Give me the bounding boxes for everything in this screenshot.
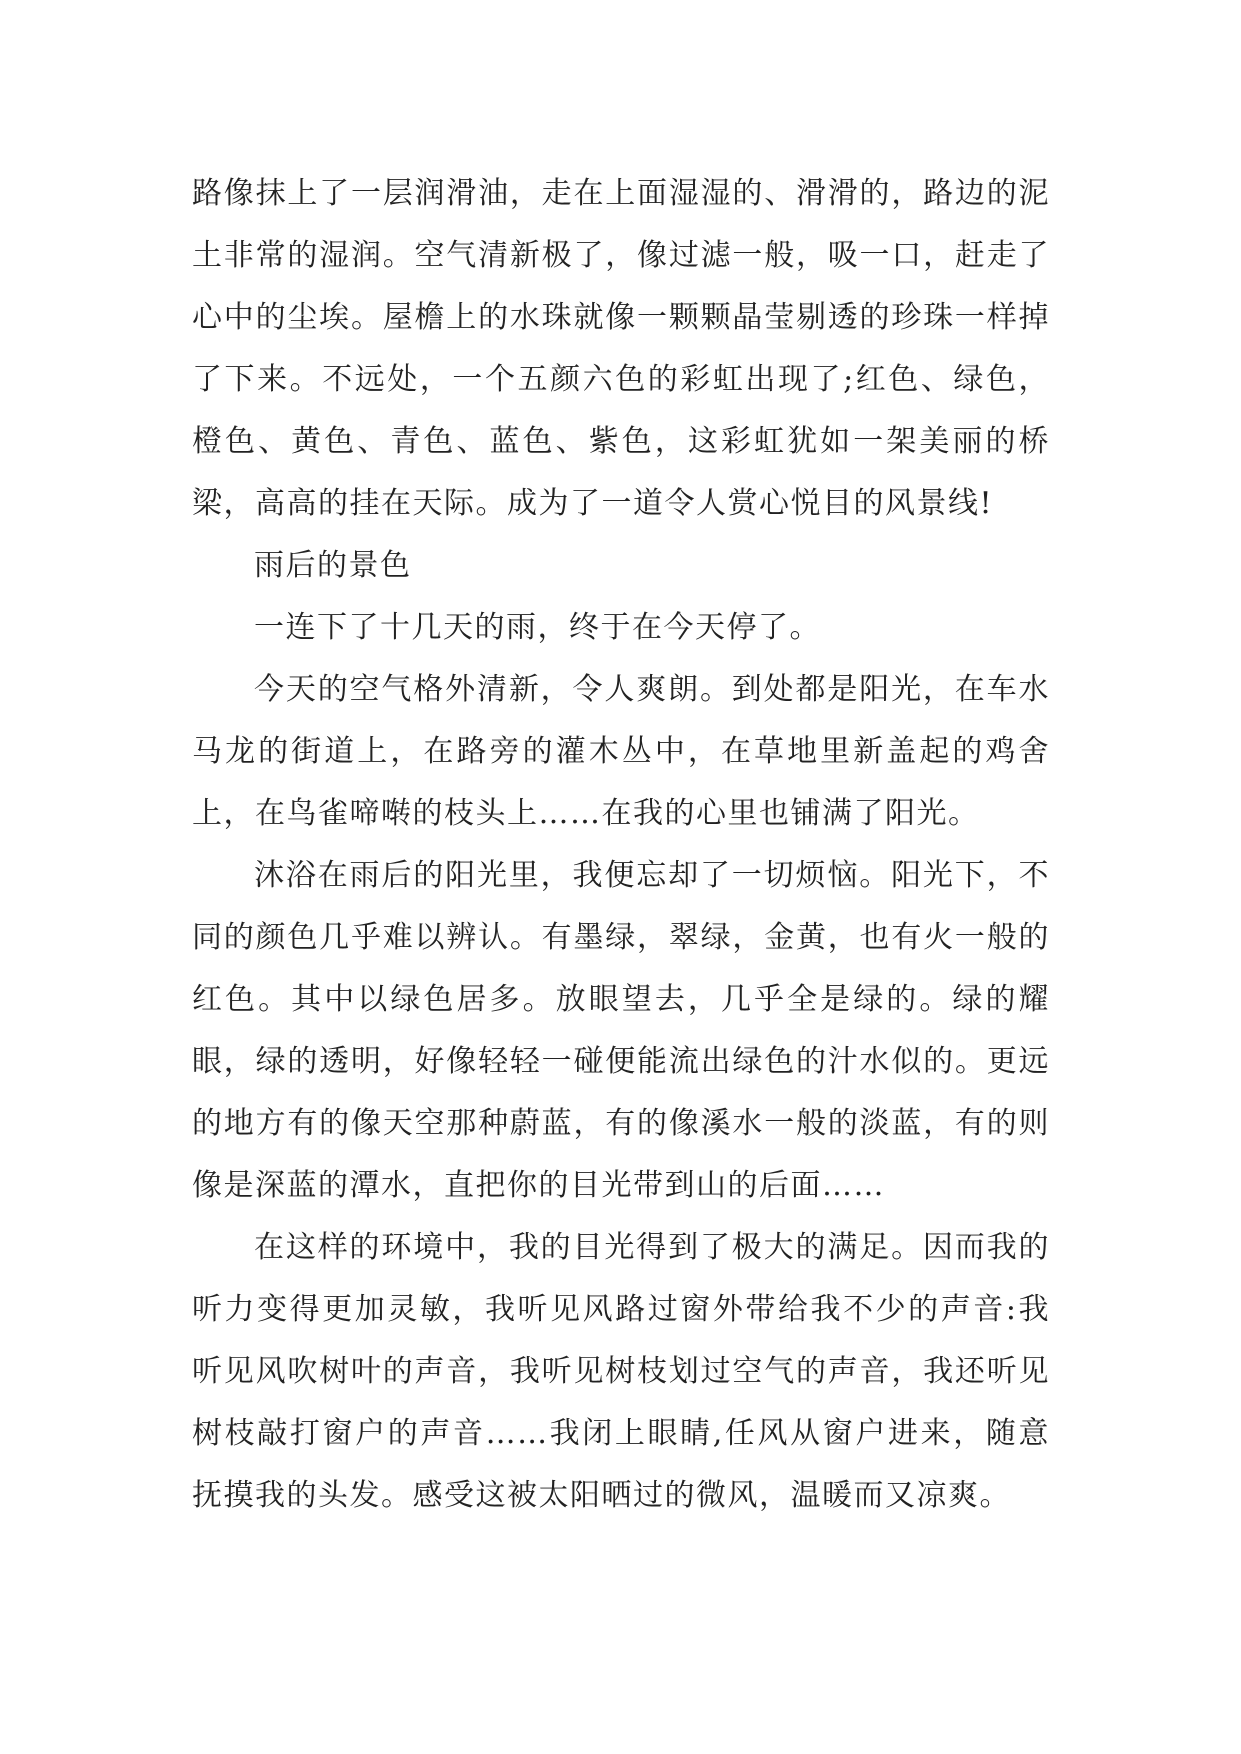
document-page xyxy=(192,163,1050,1527)
paragraph: 一连下了十几天的雨，终于在今天停了。 xyxy=(254,610,821,645)
essay-title: 雨后的景色 xyxy=(254,548,412,583)
paragraph: 今天的空气格外清新，令人爽朗。到处都是阳光，在车水马龙的街道上，在路旁的灌木丛中，在草地里新盖起的鸡舍上，在鸟雀啼啭的枝头上……在我的心里也铺满了阳光。 xyxy=(192,672,1050,831)
paragraph: 沐浴在雨后的阳光里，我便忘却了一切烦恼。阳光下，不同的颜色几乎难以辨认。有墨绿，翠绿，金黄，也有火一般的红色。其中以绿色居多。放眼望去，几乎全是绿的。绿的耀眼，绿的透明，好像轻轻一碰便能流出绿色的汁水似的。更远的地方有的像天空那种蔚蓝，有的像溪水一般的淡蓝，有的则像是深蓝的潭水，直把你的目光带到山的后面…… xyxy=(192,858,1050,1203)
paragraph: 在这样的环境中，我的目光得到了极大的满足。因而我的听力变得更加灵敏，我听见风路过窗外带给我不少的声音:我听见风吹树叶的声音，我听见树枝划过空气的声音，我还听见树枝敲打窗户的声音……我闭上眼睛,任风从窗户进来，随意抚摸我的头发。感受这被太阳晒过的微风，温暖而又凉爽。 xyxy=(192,1230,1050,1513)
paragraph-continuation: 路像抹上了一层润滑油，走在上面湿湿的、滑滑的，路边的泥土非常的湿润。空气清新极了，像过滤一般，吸一口，赶走了心中的尘埃。屋檐上的水珠就像一颗颗晶莹剔透的珍珠一样掉了下来。不远处，一个五颜六色的彩虹出现了;红色、绿色，橙色、黄色、青色、蓝色、紫色，这彩虹犹如一架美丽的桥梁，高高的挂在天际。成为了一道令人赏心悦目的风景线! xyxy=(192,176,1050,521)
